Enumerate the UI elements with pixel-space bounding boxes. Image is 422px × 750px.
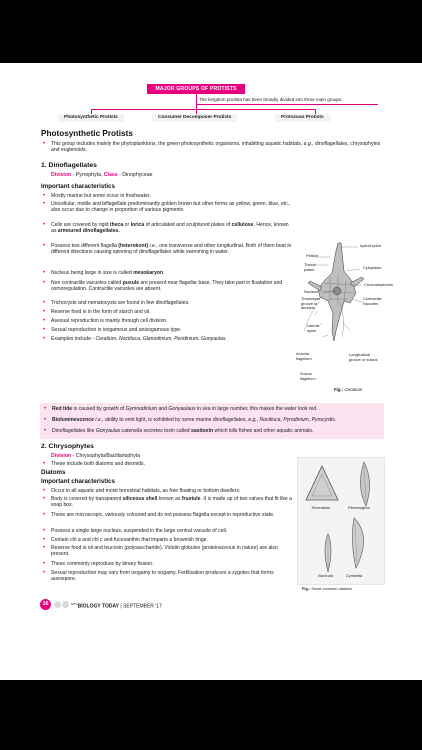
ceratium-label: Contractile vacuoles	[363, 296, 382, 306]
footer-magazine: $^{MTG}$BIOLOGY TODAY | SEPTEMBER '17	[71, 602, 162, 610]
group-label-consumer: Consumer Decomposer Protists	[152, 114, 237, 122]
diatom-bullet: • These are microscopic, variously coloured and do not possess flagella except in reproductive state.	[43, 512, 297, 518]
magazine-page	[0, 63, 422, 680]
diatoms-figure-panel	[297, 457, 385, 585]
group-label-protozoan: Protozoan Protists	[275, 114, 330, 122]
major-groups-note: The kingdom protista has been broadly divided into three main groups.	[196, 95, 378, 105]
dino-bullet: • Examples include - Ceratium, Noctiluca, Glenodinium, Peridinium, Gonyaulax.	[43, 336, 303, 342]
diatom-label: Triceratium	[311, 505, 331, 510]
diatom-bullet: • These commonly reproduce by binary fission.	[43, 561, 297, 567]
major-groups-title: MAJOR GROUPS OF PROTISTS	[147, 84, 245, 94]
box-bullet: • Bioluminescence i.e., ability to emit light, is exhibited by some marine dinoflagellates, e.g., Noctiluca, Pyrodinium, Pyrocystis.	[44, 417, 382, 423]
dinoflagellates-heading: 1. Dinoflagellates	[41, 162, 97, 169]
dino-bullet: • Asexual reproduction is mainly through cell division.	[43, 318, 293, 324]
dino-bullet: • Cells are covered by rigid theca or lorica of articulated and sculptured plates of cellulose. Hence, known as armoured dinoflagellates.	[43, 222, 293, 235]
ceratium-label: Nucleus	[304, 289, 319, 294]
dino-char-heading: Important characteristics	[41, 183, 115, 190]
diatoms-char-heading: Important characteristics	[41, 478, 115, 485]
footer-dot	[54, 601, 61, 608]
connector-line	[91, 109, 316, 110]
box-bullet: • Red tide is caused by growth of Gymnodinium and Gonyaulaux in sea in large number, this makes the water look red.	[44, 406, 382, 412]
page-number: 16	[40, 599, 51, 610]
dino-bullet: • Nucleus being large in size is called mesokaryon.	[43, 270, 293, 276]
group-label-photosynthetic: Photosynthetic Protists	[58, 114, 124, 122]
highlight-box	[40, 403, 384, 439]
ceratium-label: Chromatophores	[364, 282, 393, 287]
chryso-intro: • These include both diatoms and desmids.	[43, 461, 283, 467]
ceratium-label: Pellicle	[306, 253, 319, 258]
ceratium-label: Annular flagellum	[296, 351, 312, 361]
diatom-bullet: • Reserve food is oil and leucosin (polysaccharide). Volutin globules (proteinaceous in nature) are also present.	[43, 545, 297, 558]
diatom-bullet: • Sexual reproduction may vary from isogamy to oogamy. Fertilisation produces a zygotes that forms auxospore.	[43, 570, 297, 583]
diatom-bullet: • Occur in all aquatic and moist terrestrial habitats, as free floating or bottom dwellers.	[43, 488, 297, 494]
dino-bullet: • Non contractile vacuoles called pusule are present near flagellar base. They take part in floatation and osmoregulation. Contractile vacuoles are absent.	[43, 280, 293, 293]
ceratium-label: Transverse groove or annulus	[301, 296, 321, 310]
dino-bullet: • Trichocysts and nematocysts are found in few dinoflagellates.	[43, 300, 293, 306]
dino-bullet: • Reserve food is in the form of starch and oil.	[43, 309, 293, 315]
diatoms-heading: Diatoms	[41, 469, 66, 476]
diatom-label: Cymbella	[346, 573, 363, 578]
diatom-bullet: • Body is covered by transparent siliceous shell known as frustule. It is made up of two valves that fit like a soap box.	[43, 496, 297, 509]
box-bullet: • Dinoflagellates like Gonyaulax catenella secretes toxin called saxitoxin which kills fishes and other aquatic animals.	[44, 428, 382, 434]
ceratium-label: Longitudinal groove or sulcus	[349, 352, 378, 362]
diatoms-caption: Fig.: Some common diatoms	[302, 586, 353, 591]
dino-bullet: • Mostly marine but some occur in freshwater.	[43, 193, 293, 199]
section-title: Photosynthetic Protists	[41, 129, 133, 138]
diatom-label: Pleurosigma	[348, 505, 370, 510]
diatom-bullet: • Possess a single large nucleus, suspended in the large central vacuole of cell.	[43, 528, 297, 534]
dino-bullet: • Possess two different flagella (heterokont) i.e., one transverse and other longitudinal. Both of them beat in different directions causing spinning of dinoflagellates while swimming in water.	[43, 243, 293, 256]
dino-bullet: • Unicellular, motile and biflagellate predominantly golden brown but other forms as yellow, green, blue, etc., also occur due to change in proportion of various pigments.	[43, 201, 293, 214]
intro-bullet: • This group includes mainly the phytoplanktons, the green photosynthetic organisms, inhabiting aquatic habitats, e.g., dinoflagellates, chrysophytes and euglenoids.	[43, 141, 383, 154]
ceratium-label: Cytoplasm	[363, 265, 382, 270]
diatom-bullet: • Contain chl a and chl c and fucoxanthin that imparts a brownish tinge.	[43, 537, 297, 543]
ceratium-label: Sulcus flagellum	[300, 371, 316, 381]
diatom-label: Navicula	[318, 573, 333, 578]
ceratium-label: Lateral spine	[307, 323, 319, 333]
dino-bullet: • Sexual reproduction is isogamous and anisogamous type.	[43, 327, 293, 333]
chrysophytes-heading: 2. Chrysophytes	[41, 443, 94, 450]
dino-classification: Division - Pyrrophyta, Class - Dinophyceae	[51, 172, 153, 178]
diatoms-illustration	[298, 458, 386, 574]
ceratium-label: Apical spine	[360, 243, 381, 248]
ceratium-caption: Fig.: Ceratium	[334, 387, 363, 392]
ceratium-label: Thecal plates	[304, 262, 316, 272]
chryso-classification: Division - Chrysophyta/Bacillariophyta	[51, 453, 141, 459]
footer-dot	[62, 601, 69, 608]
